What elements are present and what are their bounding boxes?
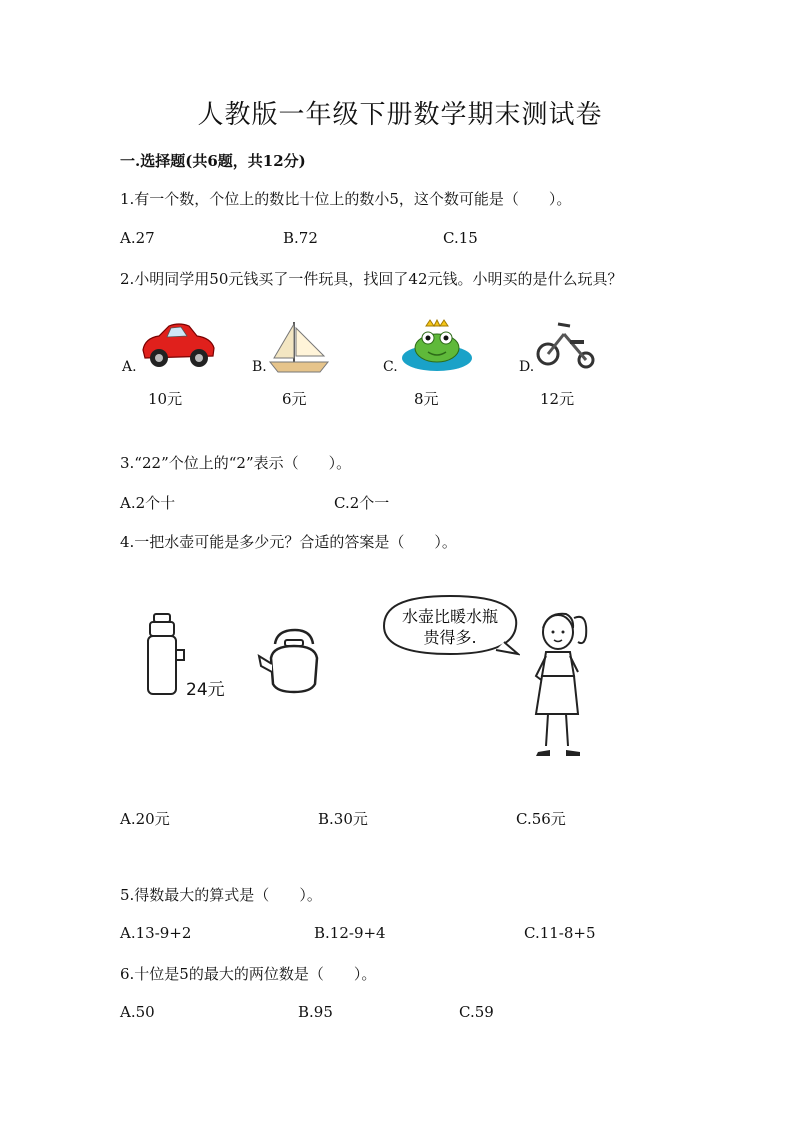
q3-option-a: A.2个十 (120, 494, 176, 512)
question-6: 6.十位是5的最大的两位数是（ ）。 (120, 965, 377, 983)
question-1: 1.有一个数，个位上的数比十位上的数小5，这个数可能是（ ）。 (120, 190, 572, 208)
page-title: 人教版一年级下册数学期末测试卷 (197, 100, 603, 130)
toy-tricycle-icon (534, 320, 602, 372)
girl-figure-icon (522, 606, 596, 764)
toy-sailboat-icon (266, 318, 332, 378)
question-2: 2.小明同学用50元钱买了一件玩具，找回了42元钱。小明买的是什么玩具？ (120, 270, 623, 288)
q6-option-c: C.59 (459, 1003, 494, 1021)
speech-bubble (380, 592, 520, 662)
toy-frog-icon (400, 318, 474, 372)
speech-line-1: 水壶比暖水瓶 (401, 607, 499, 626)
q5-option-b: B.12-9+4 (314, 924, 386, 942)
section-heading: 一.选择题(共6题，共12分) (120, 152, 306, 170)
q2-option-a-price: 10元 (148, 390, 183, 408)
q5-option-c: C.11-8+5 (524, 924, 596, 942)
q4-option-c: C.56元 (516, 810, 566, 828)
toy-car-icon (137, 318, 219, 370)
speech-line-2: 贵得多. (423, 628, 477, 647)
q3-option-c: C.2个一 (334, 494, 390, 512)
q1-option-b: B.72 (283, 229, 318, 247)
q5-option-a: A.13-9+2 (120, 924, 192, 942)
q2-option-c-letter: C. (383, 359, 398, 375)
q1-option-a: A.27 (120, 229, 155, 247)
question-5: 5.得数最大的算式是（ ）。 (120, 886, 322, 904)
q2-option-d-letter: D. (519, 359, 535, 375)
q2-option-d-price: 12元 (540, 390, 575, 408)
q2-option-b-letter: B. (252, 359, 267, 375)
question-3: 3.“22”个位上的“2”表示（ ）。 (120, 454, 352, 472)
q6-option-b: B.95 (298, 1003, 333, 1021)
q6-option-a: A.50 (120, 1003, 155, 1021)
q1-option-c: C.15 (443, 229, 478, 247)
q2-option-b-price: 6元 (282, 390, 307, 408)
flask-price: 24元 (186, 680, 225, 700)
q2-option-c-price: 8元 (414, 390, 439, 408)
q4-option-a: A.20元 (120, 810, 170, 828)
q2-option-a-letter: A. (122, 359, 137, 375)
thermos-flask-icon (140, 612, 190, 698)
q4-option-b: B.30元 (318, 810, 368, 828)
question-4: 4.一把水壶可能是多少元？合适的答案是（ ）。 (120, 533, 457, 551)
kettle-icon (255, 626, 325, 696)
